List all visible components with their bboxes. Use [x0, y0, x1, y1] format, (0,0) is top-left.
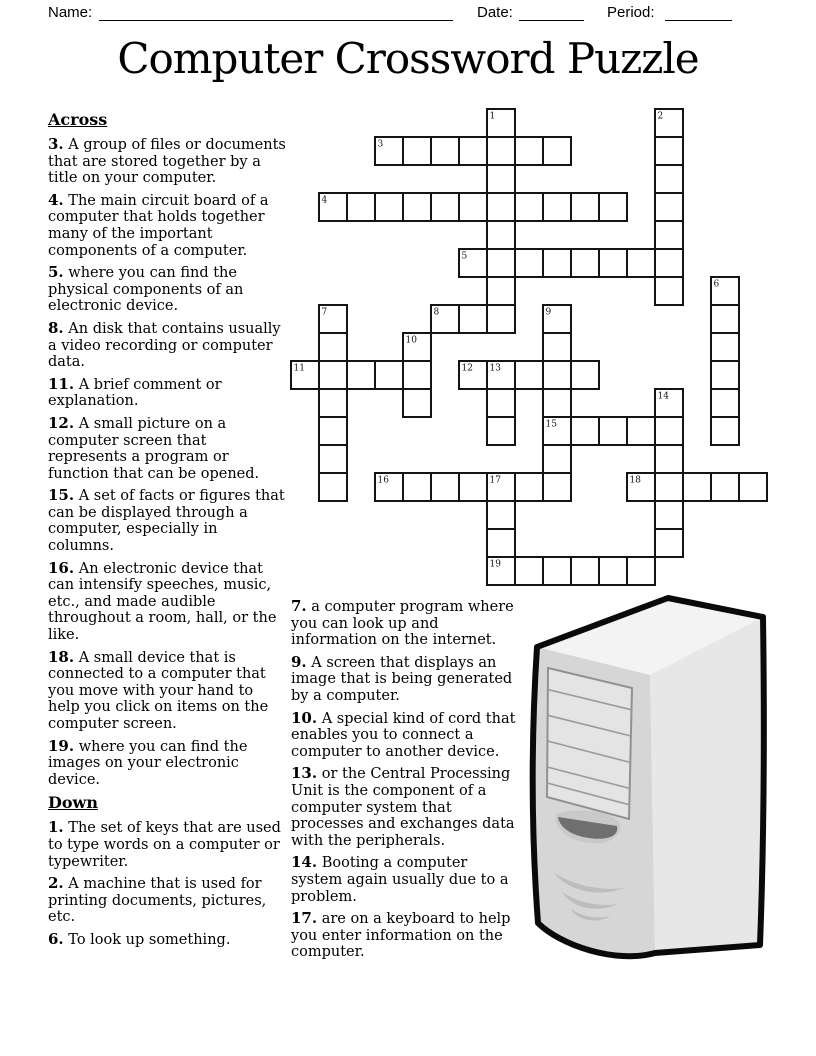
clue-number: 1. [48, 818, 64, 837]
page-title: Computer Crossword Puzzle [117, 34, 699, 83]
middle-clue-column [291, 598, 519, 966]
clue-number: 11. [48, 374, 75, 393]
clue-number: 12. [48, 413, 75, 432]
grid-cell[interactable] [515, 557, 543, 585]
grid-cell[interactable] [347, 361, 375, 389]
grid-cell[interactable] [487, 165, 515, 193]
worksheet-header [0, 0, 816, 30]
grid-cell[interactable] [739, 473, 767, 501]
grid-cell[interactable] [487, 249, 515, 277]
grid-cell[interactable] [375, 361, 403, 389]
grid-cell[interactable] [711, 361, 739, 389]
clue-number: 16. [48, 558, 75, 577]
grid-cell[interactable] [487, 137, 515, 165]
grid-cell[interactable] [431, 193, 459, 221]
grid-cell[interactable] [375, 193, 403, 221]
grid-cell[interactable] [543, 137, 571, 165]
grid-cell[interactable] [347, 193, 375, 221]
computer-tower-svg [520, 590, 816, 970]
grid-cell[interactable] [711, 417, 739, 445]
grid-cell[interactable] [655, 193, 683, 221]
grid-cell-number: 9 [545, 307, 552, 318]
clue-6: 6. To look up something. [48, 929, 231, 948]
date-fill-line[interactable] [519, 20, 584, 21]
down-clue-list-left [48, 819, 288, 948]
grid-cell-number: 16 [377, 475, 389, 486]
clue-number: 10. [291, 708, 318, 727]
grid-cell-number: 5 [461, 251, 468, 262]
grid-cell[interactable] [627, 249, 655, 277]
clue-13: 13. or the Central Processing Unit is the component of a computer system that processes and exchanges data with the peripherals. [291, 764, 515, 849]
down-clue-list-middle [291, 598, 519, 961]
left-clue-column [48, 110, 288, 954]
grid-cell[interactable] [459, 305, 487, 333]
clue-number: 4. [48, 190, 64, 209]
grid-cell[interactable] [543, 557, 571, 585]
grid-cell[interactable] [599, 193, 627, 221]
grid-cell[interactable] [711, 333, 739, 361]
grid-cell[interactable] [403, 361, 431, 389]
grid-cell[interactable] [515, 249, 543, 277]
grid-cell[interactable] [655, 529, 683, 557]
clue-number: 19. [48, 736, 75, 755]
grid-cell[interactable] [487, 305, 515, 333]
grid-cell[interactable] [431, 473, 459, 501]
grid-cell[interactable] [571, 249, 599, 277]
grid-cell[interactable] [571, 557, 599, 585]
grid-cell[interactable] [319, 417, 347, 445]
across-heading: Across [48, 110, 108, 129]
grid-cell[interactable] [403, 137, 431, 165]
grid-cell[interactable] [403, 389, 431, 417]
grid-cell[interactable] [487, 417, 515, 445]
grid-cell-number: 4 [321, 195, 328, 206]
grid-cell[interactable] [655, 137, 683, 165]
grid-cell-number: 15 [545, 419, 557, 430]
clue-1: 1. The set of keys that are used to type words on a computer or typewriter. [48, 818, 281, 870]
grid-cell[interactable] [627, 557, 655, 585]
grid-cell[interactable] [431, 137, 459, 165]
grid-cell[interactable] [487, 277, 515, 305]
grid-cell[interactable] [655, 501, 683, 529]
grid-cell[interactable] [515, 137, 543, 165]
grid-cell[interactable] [487, 529, 515, 557]
grid-cell[interactable] [515, 473, 543, 501]
crossword-grid[interactable] [290, 108, 770, 588]
grid-cell[interactable] [319, 333, 347, 361]
period-fill-line[interactable] [665, 20, 732, 21]
grid-cell[interactable] [655, 165, 683, 193]
clue-2: 2. A machine that is used for printing documents, pictures, etc. [48, 874, 267, 926]
grid-cell[interactable] [655, 445, 683, 473]
grid-cell[interactable] [487, 501, 515, 529]
clue-number: 7. [291, 597, 307, 615]
grid-cell-number: 8 [433, 307, 440, 318]
grid-cell[interactable] [487, 389, 515, 417]
grid-cell-number: 7 [321, 307, 328, 318]
across-clue-list [48, 136, 288, 788]
grid-cell[interactable] [319, 389, 347, 417]
clue-number: 3. [48, 135, 64, 153]
clue-15: 15. A set of facts or figures that can be displayed through a computer, especially in columns. [48, 486, 285, 555]
grid-cell-number: 13 [489, 363, 501, 374]
grid-cell[interactable] [655, 417, 683, 445]
grid-cell[interactable] [571, 417, 599, 445]
clue-4: 4. The main circuit board of a computer that holds together many of the important components of a computer. [48, 190, 269, 259]
grid-cell[interactable] [683, 473, 711, 501]
clue-number: 13. [291, 764, 318, 783]
grid-cell[interactable] [655, 249, 683, 277]
clue-number: 5. [48, 263, 64, 282]
grid-cell[interactable] [515, 361, 543, 389]
clue-number: 17. [291, 909, 318, 928]
clue-19: 19. where you can find the images on your electronic device. [48, 736, 248, 788]
grid-cell[interactable] [319, 361, 347, 389]
grid-cell[interactable] [543, 473, 571, 501]
grid-cell[interactable] [487, 193, 515, 221]
period-label: Period: [607, 4, 655, 21]
grid-cell[interactable] [599, 249, 627, 277]
grid-cell[interactable] [599, 557, 627, 585]
grid-cell[interactable] [459, 137, 487, 165]
clue-5: 5. where you can find the physical components of an electronic device. [48, 263, 244, 315]
grid-cell[interactable] [459, 473, 487, 501]
grid-cell[interactable] [487, 221, 515, 249]
grid-cell[interactable] [543, 333, 571, 361]
clue-18: 18. A small device that is connected to a computer that you move with your hand to help you click on items on the computer screen. [48, 647, 269, 732]
clue-number: 6. [48, 929, 64, 948]
clue-8: 8. An disk that contains usually a video recording or computer data. [48, 318, 281, 371]
grid-cell[interactable] [319, 445, 347, 473]
clue-number: 8. [48, 318, 64, 337]
name-label: Name: [48, 4, 93, 21]
clue-7: 7. a computer program where you can look up and information on the internet. [291, 597, 514, 649]
clue-9: 9. A screen that displays an image that is being generated by a computer. [291, 652, 513, 704]
grid-cell[interactable] [711, 473, 739, 501]
grid-cell-number: 2 [657, 111, 664, 122]
clue-16: 16. An electronic device that can intensify speeches, music, etc., and made audible throughout a room, hall, or the like. [48, 558, 277, 644]
grid-cell[interactable] [515, 193, 543, 221]
grid-cell[interactable] [459, 193, 487, 221]
grid-cell[interactable] [599, 417, 627, 445]
grid-cell-number: 19 [489, 559, 501, 570]
grid-cell[interactable] [655, 221, 683, 249]
grid-cell[interactable] [571, 361, 599, 389]
clue-12: 12. A small picture on a computer screen that represents a program or function that can be opened. [48, 413, 260, 482]
grid-cell[interactable] [403, 473, 431, 501]
grid-cell[interactable] [655, 473, 683, 501]
clue-number: 9. [291, 652, 307, 671]
clue-3: 3. A group of files or documents that are stored together by a title on your computer. [48, 135, 286, 187]
grid-cell-number: 3 [377, 139, 384, 150]
grid-cell-number: 12 [461, 363, 473, 374]
down-heading: Down [48, 793, 98, 813]
grid-cell[interactable] [571, 193, 599, 221]
clue-number: 18. [48, 647, 75, 666]
grid-cell[interactable] [711, 305, 739, 333]
clue-10: 10. A special kind of cord that enables you to connect a computer to another device. [291, 708, 516, 760]
grid-cell-number: 11 [293, 363, 305, 374]
computer-tower-illustration [520, 590, 816, 970]
grid-cell-number: 6 [713, 279, 720, 290]
clue-11: 11. A brief comment or explanation. [48, 374, 222, 410]
clue-17: 17. are on a keyboard to help you enter information on the computer. [291, 909, 511, 961]
grid-cell[interactable] [711, 389, 739, 417]
tower-side-face [650, 617, 764, 953]
grid-cell[interactable] [543, 249, 571, 277]
clue-number: 15. [48, 486, 75, 505]
grid-cell-number: 10 [405, 335, 417, 346]
grid-cell[interactable] [627, 417, 655, 445]
date-label: Date: [477, 4, 513, 21]
grid-cell-number: 1 [489, 111, 496, 122]
clue-14: 14. Booting a computer system again usually due to a problem. [291, 853, 509, 905]
grid-cell[interactable] [403, 193, 431, 221]
name-fill-line[interactable] [99, 20, 453, 21]
clue-number: 14. [291, 853, 318, 872]
grid-cell[interactable] [543, 389, 571, 417]
grid-cell-number: 14 [657, 391, 669, 402]
grid-cell[interactable] [543, 193, 571, 221]
grid-cell[interactable] [543, 445, 571, 473]
grid-cell[interactable] [319, 473, 347, 501]
clue-number: 2. [48, 874, 64, 893]
grid-cell-number: 18 [629, 475, 641, 486]
grid-cell-number: 17 [489, 475, 501, 486]
grid-cell[interactable] [543, 361, 571, 389]
grid-cell[interactable] [655, 277, 683, 305]
